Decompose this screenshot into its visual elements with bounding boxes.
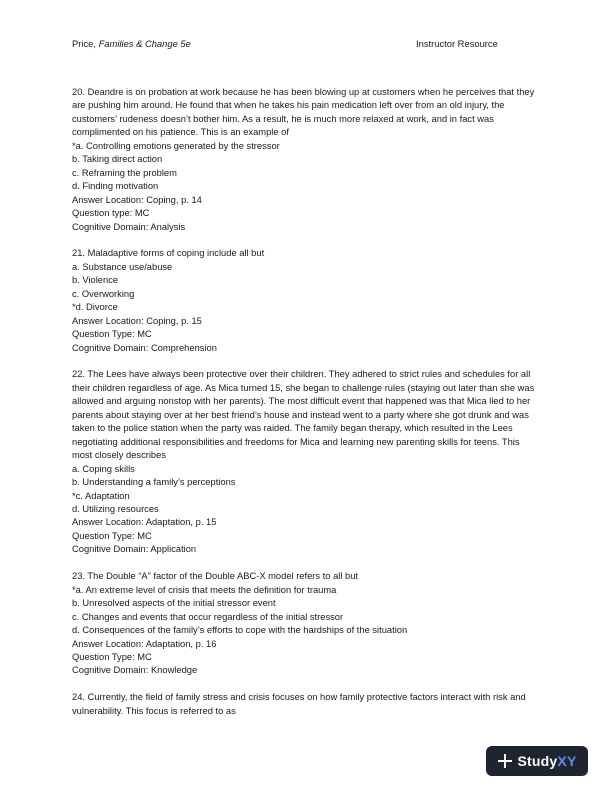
question-stem: 24. Currently, the field of family stress and crisis focuses on how family protective factors interact with risk and vulnerability. This focus is referred to as <box>72 692 526 716</box>
header-title-italic: Families & Change 5e <box>98 38 191 49</box>
header-author: Price, <box>72 38 99 49</box>
answer-option: a. Coping skills <box>72 463 135 474</box>
studyxy-logo[interactable] <box>486 746 588 776</box>
answer-option: *c. Adaptation <box>72 490 130 501</box>
plus-icon <box>498 754 512 768</box>
cognitive-domain: Cognitive Domain: Analysis <box>72 221 186 232</box>
answer-option: d. Finding motivation <box>72 181 159 192</box>
question-23 <box>72 570 542 678</box>
question-24 <box>72 691 542 718</box>
question-type: Question Type: MC <box>72 329 152 340</box>
question-list <box>72 86 542 732</box>
answer-option: b. Violence <box>72 275 119 286</box>
answer-option: b. Understanding a family’s perceptions <box>72 477 236 488</box>
answer-option: *a. An extreme level of crisis that meets the definition for trauma <box>72 584 337 595</box>
answer-option: c. Reframing the problem <box>72 167 177 178</box>
cognitive-domain: Cognitive Domain: Comprehension <box>72 342 217 353</box>
answer-location: Answer Location: Coping, p. 15 <box>72 315 202 326</box>
question-21 <box>72 247 542 355</box>
header-resource-label: Instructor Resource <box>416 38 498 49</box>
answer-option: a. Substance use/abuse <box>72 261 173 272</box>
question-stem: 22. The Lees have always been protective over their children. They adhered to strict rules and schedules for all their children regardless of age. As Mica turned 15, she began to challenge rules (staying out later than she was allowed and arguing nonstop with her parents). The most difficult event that happened was that Mica lied to her parents about staying over at her best friend’s house and instead went to a party where she got drunk and was taken to the police station when the party was raided. The family began therapy, which resulted in the Lees negotiating additional responsibilities and freedoms for Mica and learning new parenting skills for teens. This most closely describes <box>72 369 535 461</box>
question-stem: 23. The Double “A” factor of the Double ABC-X model refers to all but <box>72 571 358 582</box>
answer-location: Answer Location: Adaptation, p. 16 <box>72 638 217 649</box>
question-type: Question type: MC <box>72 208 150 219</box>
question-type: Question Type: MC <box>72 651 152 662</box>
cognitive-domain: Cognitive Domain: Knowledge <box>72 665 198 676</box>
question-20 <box>72 86 542 234</box>
question-22 <box>72 368 542 556</box>
answer-option: b. Unresolved aspects of the initial stressor event <box>72 598 276 609</box>
answer-option: c. Overworking <box>72 288 135 299</box>
question-type: Question Type: MC <box>72 530 152 541</box>
answer-option: c. Changes and events that occur regardless of the initial stressor <box>72 611 344 622</box>
page-header <box>72 38 540 52</box>
answer-option: d. Consequences of the family’s efforts to cope with the hardships of the situation <box>72 625 408 636</box>
logo-text <box>518 753 577 769</box>
question-stem: 20. Deandre is on probation at work because he has been blowing up at customers when he perceives that they are pushing him around. He found that when he takes his pain medication left over from an old injury, the customers’ rudeness doesn’t bother him. As a result, he is much more relaxed at work, and in fact was complimented on his patience. This is an example of <box>72 87 535 138</box>
header-book-title <box>72 38 191 49</box>
answer-option: *a. Controlling emotions generated by the stressor <box>72 140 280 151</box>
logo-text-accent: XY <box>557 753 577 769</box>
answer-location: Answer Location: Coping, p. 14 <box>72 194 202 205</box>
question-stem: 21. Maladaptive forms of coping include all but <box>72 248 265 259</box>
cognitive-domain: Cognitive Domain: Application <box>72 544 197 555</box>
logo-text-main: Study <box>517 753 558 769</box>
answer-option: b. Taking direct action <box>72 154 163 165</box>
answer-option: *d. Divorce <box>72 302 118 313</box>
answer-option: d. Utilizing resources <box>72 504 159 515</box>
answer-location: Answer Location: Adaptation, p. 15 <box>72 517 217 528</box>
